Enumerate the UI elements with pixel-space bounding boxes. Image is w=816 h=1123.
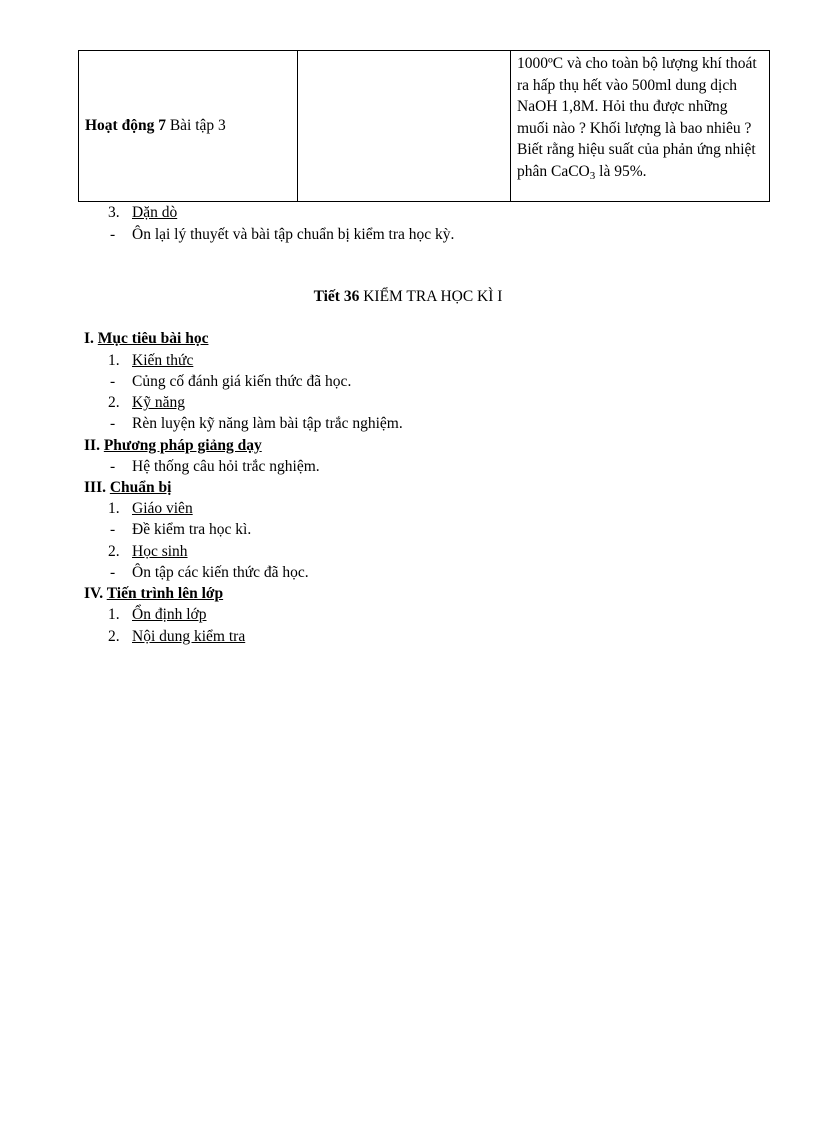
activity-cell xyxy=(79,51,298,202)
exercise-cell xyxy=(511,51,770,202)
list-item: - Ôn tập các kiến thức đã học. xyxy=(110,564,309,581)
section-heading: III. Chuẩn bị xyxy=(84,479,172,496)
list-item: - Đề kiểm tra học kì. xyxy=(110,521,252,538)
activity-label: Hoạt động 7 xyxy=(85,117,166,134)
section-heading: I. Mục tiêu bài học xyxy=(84,330,209,347)
section-heading: IV. Tiến trình lên lớp xyxy=(84,585,224,602)
list-item: - Ôn lại lý thuyết và bài tập chuẩn bị kiểm tra học kỳ. xyxy=(110,226,455,243)
activity-title: Bài tập 3 xyxy=(165,117,226,134)
table-row xyxy=(79,51,770,202)
activity-table xyxy=(78,50,770,202)
section-heading: II. Phương pháp giảng dạy xyxy=(84,437,262,454)
dan-do-heading: 3. Dặn dò xyxy=(108,204,178,221)
exercise-subscript: 3 xyxy=(589,169,596,182)
dan-do-label: Dặn dò xyxy=(132,204,178,221)
list-item: - Rèn luyện kỹ năng làm bài tập trắc nghiệm. xyxy=(110,415,403,432)
subsection-heading: 2. Kỹ năng xyxy=(108,394,185,411)
exercise-text-end: là 95%. xyxy=(595,162,647,180)
list-item: - Củng cố đánh giá kiến thức đã học. xyxy=(110,373,352,390)
exercise-text: 1000ºC và cho toàn bộ lượng khí thoát ra hấp thụ hết vào 500ml dung dịch NaOH 1,8M. Hỏi thu được những muối nào ? Khối lượng là bao nhiêu ? Biết rằng hiệu suất của phản ứng nhiệt phân CaCO xyxy=(517,55,757,180)
subsection-heading: 2. Nội dung kiểm tra xyxy=(108,628,246,645)
page-title: Tiết 36 KIỂM TRA HỌC KÌ I xyxy=(313,288,503,305)
subsection-heading: 1. Giáo viên xyxy=(108,500,193,517)
subsection-heading: 1. Ổn định lớp xyxy=(108,606,207,623)
subsection-heading: 2. Học sinh xyxy=(108,543,188,560)
list-item: - Hệ thống câu hỏi trắc nghiệm. xyxy=(110,458,320,475)
empty-cell xyxy=(298,51,511,202)
subsection-heading: 1. Kiến thức xyxy=(108,352,194,369)
